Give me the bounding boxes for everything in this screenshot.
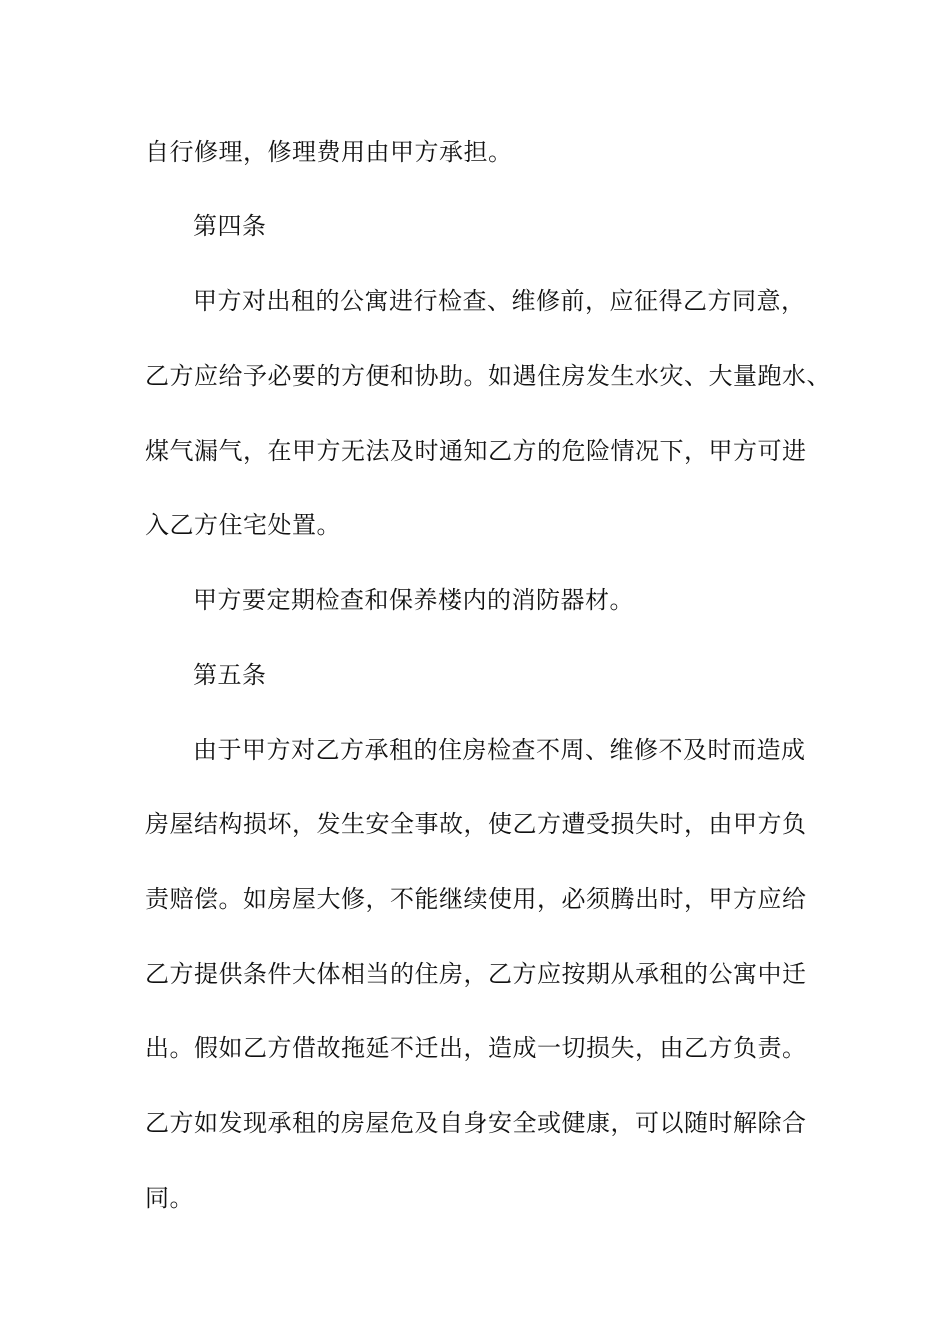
- text-line: 甲方对出租的公寓进行检查、维修前，应征得乙方同意，: [193, 287, 806, 315]
- text-line: 乙方应给予必要的方便和协助。如遇住房发生水灾、大量跑水、: [145, 362, 831, 390]
- text-line: 煤气漏气，在甲方无法及时通知乙方的危险情况下，甲方可进: [145, 437, 807, 465]
- text-line: 甲方要定期检查和保养楼内的消防器材。: [193, 586, 634, 614]
- text-line: 同。: [145, 1184, 194, 1212]
- text-line: 出。假如乙方借故拖延不迁出，造成一切损失，由乙方负责。: [145, 1034, 807, 1062]
- text-line: 自行修理，修理费用由甲方承担。: [145, 138, 513, 166]
- article-heading: 第四条: [193, 212, 267, 240]
- article-heading: 第五条: [193, 661, 267, 689]
- text-line: 入乙方住宅处置。: [145, 511, 341, 539]
- text-line: 由于甲方对乙方承租的住房检查不周、维修不及时而造成: [193, 736, 806, 764]
- text-line: 房屋结构损坏，发生安全事故，使乙方遭受损失时，由甲方负: [145, 810, 807, 838]
- text-line: 乙方提供条件大体相当的住房，乙方应按期从承租的公寓中迁: [145, 960, 807, 988]
- text-line: 责赔偿。如房屋大修，不能继续使用，必须腾出时，甲方应给: [145, 885, 807, 913]
- text-line: 乙方如发现承租的房屋危及自身安全或健康，可以随时解除合: [145, 1109, 807, 1137]
